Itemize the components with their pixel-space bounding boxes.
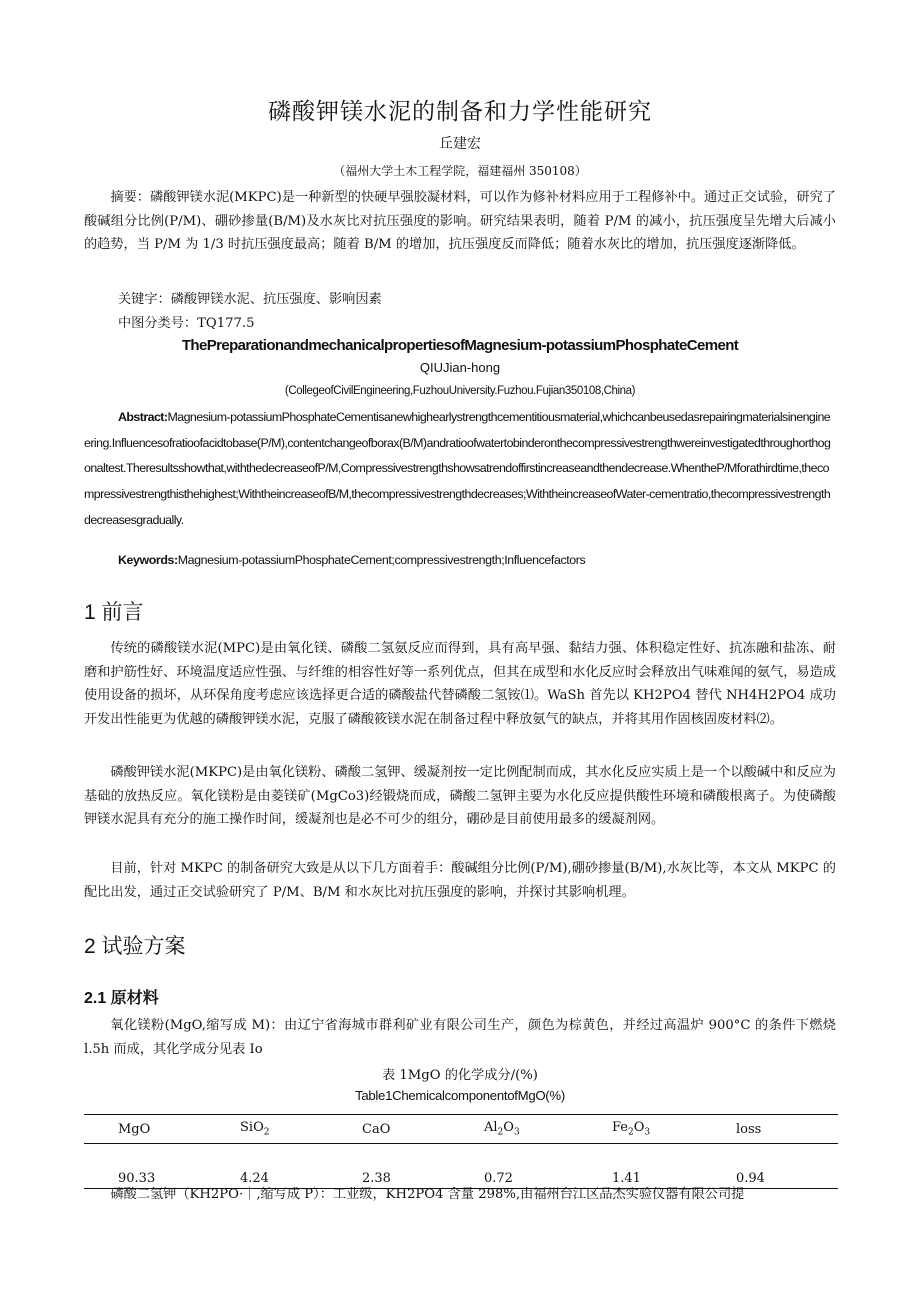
author-name: 丘建宏 (439, 136, 481, 152)
table-cell: 1.41 (612, 1144, 736, 1189)
table-caption-cn: 表 1MgO 的化学成分/(%) (382, 1068, 538, 1083)
table-header-cell: $Al_2O_3$ (484, 1115, 612, 1144)
table-cell: 0.94 (736, 1144, 838, 1189)
keywords-cn: 关键字：磷酸钾镁水泥、抗压强度、影响因素 (118, 292, 382, 307)
table-header-row (84, 1115, 838, 1144)
abstract-en (84, 405, 836, 534)
table-cell: 0.72 (484, 1144, 612, 1189)
paper-title: 磷酸钾镁水泥的制备和力学性能研究 (268, 99, 652, 125)
keywords-en-text: Magnesium-potassiumPhosphateCement;compressivestrength;Influencefactors (177, 553, 586, 567)
keywords-en (118, 553, 585, 567)
section-2-1-heading: 2.1 原材料 (84, 990, 159, 1007)
section-1-heading: 1 前言 (84, 601, 144, 624)
author-affiliation: （福州大学土木工程学院，福建福州 350108） (333, 164, 587, 178)
table-header-cell: SiO$_2$ (240, 1115, 362, 1144)
table-caption-en: Table1ChemicalcomponentofMgO(%) (355, 1088, 565, 1103)
table-row (84, 1144, 838, 1189)
abstract-en-label: Abstract: (118, 410, 168, 424)
table-cell: 90.33 (84, 1144, 240, 1189)
english-title: ThePreparationandmechanicalpropertiesofMagnesium-potassiumPhosphateCement (181, 337, 739, 354)
section-1-paragraph-2: 磷酸钾镁水泥(MKPC)是由氧化镁粉、磷酸二氢钾、缓凝剂按一定比例配制而成，其水化反应实质上是一个以酸碱中和反应为基础的放热反应。氧化镁粉是由菱镁矿(MgCo3)经锻烧而成，磷酸二氢钾主要为水化反应提供酸性环境和磷酸根离子。为使磷酸钾镁水泥具有充分的施工操作时间，缓凝剂也是必不可少的组分，硼砂是目前使用最多的缓凝剂网。 (84, 765, 836, 827)
english-affiliation: (CollegeofCivilEngineering,FuzhouUniversity.Fuzhou.Fujian350108,China) (284, 385, 636, 397)
table-header-cell: loss (736, 1115, 838, 1144)
table-header-cell: MgO (84, 1115, 240, 1144)
section-2-heading: 2 试验方案 (84, 935, 186, 958)
keywords-en-label: Keywords: (118, 553, 178, 567)
mgo-composition-table (84, 1114, 838, 1189)
section-1-paragraph-1: 传统的磷酸镁水泥(MPC)是由氧化镁、磷酸二氢氨反应而得到，具有高早强、黏结力强、体积稳定性好、抗冻融和盐冻、耐磨和护筋性好、环境温度适应性强、与纤维的相容性好等一系列优点，但其在成型和水化反应时会释放出气味难闻的氨气，易造成使用设备的损坏，从环保角度考虑应该选择更合适的磷酸盐代替磷酸二氢铵⑴。WaSh 首先以 KH2PO4 替代 NH4H2PO4 成功开发出性能更为优越的磷酸钾镁水泥，克服了磷酸筱镁水泥在制备过程中释放氨气的缺点，并将其用作固核固废材料⑵。 (84, 641, 836, 727)
table-header-cell: $Fe_2O_3$ (612, 1115, 736, 1144)
section-2-paragraph-1: 氧化镁粉(MgO,缩写成 M)：由辽宁省海城市群利矿业有限公司生产，颜色为棕黄色，并经过高温炉 900°C 的条件下燃烧 l.5h 而成，其化学成分见表 Io (84, 1018, 836, 1057)
abstract-cn: 摘要：磷酸钾镁水泥(MKPC)是一种新型的快硬早强胶凝材料，可以作为修补材料应用于工程修补中。通过正交试验，研究了酸碱组分比例(P/M)、硼砂掺量(B/M)及水灰比对抗压强度的影响。研究结果表明，随着 P/M 的减小，抗压强度呈先增大后减小的趋势，当 P/M 为 1/3 时抗压强度最高；随着 B/M 的增加，抗压强度反而降低；随着水灰比的增加，抗压强度逐渐降低。 (84, 190, 836, 252)
classification-number: 中图分类号：TQ177.5 (118, 316, 255, 331)
table-header-cell: CaO (362, 1115, 484, 1144)
table-cell: 4.24 (240, 1144, 362, 1189)
section-1-paragraph-3: 目前，针对 MKPC 的制备研究大致是从以下几方面着手：酸碱组分比例(P/M),硼砂掺量(B/M),水灰比等，本文从 MKPC 的配比出发，通过正交试验研究了 P/M、B/M 和水灰比对抗压强度的影响，并探讨其影响机理。 (84, 861, 836, 900)
table-cell: 2.38 (362, 1144, 484, 1189)
abstract-en-text: Magnesium-potassiumPhosphateCementisanewhighearlystrengthcementitiousmaterial,whichcanbeusedasrepairingmaterialsinengineering.Influencesofratioofacidtobase(P/M),contentchangeofborax(B/M)andratioofwatertobinderonthecompressivestrengthwereinvestigatedthroughorthogonaltest.Theresultsshowthat,withthedecreaseofP/M,Compressivestrengthshowsatrendoffirstincreaseandthendecrease.WhentheP/Mforathirdtime,thecompressivestrengthisthehighest;WiththeincreaseofB/M,thecompressivestrengthdecreases;WiththeincreaseofWater-cementratio,thecompressivestrengthdecreasesgradually. (84, 410, 831, 527)
section-2-paragraph-2: 磷酸二氢钾（KH2PO·｜,缩写成 P）：工业级，KH2PO4 含量 298%,由福州台江区品杰实验仪器有限公司提 (110, 1187, 745, 1202)
english-author: QIUJian-hong (419, 360, 501, 375)
